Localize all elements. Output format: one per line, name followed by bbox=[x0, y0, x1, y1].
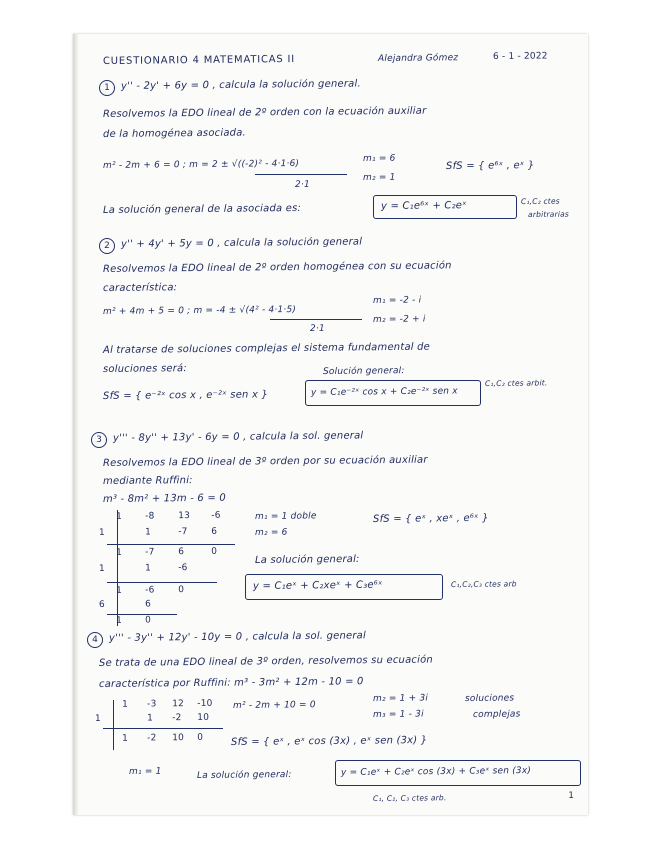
exercise-4-number: 4 bbox=[87, 632, 103, 648]
exercise-3-general-solution: y = C₁eˣ + C₂xeˣ + C₃e⁶ˣ bbox=[252, 579, 383, 592]
exercise-1-sfs: SfS = { e⁶ˣ , eˣ } bbox=[445, 160, 535, 172]
exercise-2-line-1: Resolvemos la EDO lineal de 2º orden homogénea con su ecuación bbox=[102, 260, 452, 275]
exercise-3-root-2: m₂ = 6 bbox=[254, 527, 288, 538]
ruffini-row: 1 -8 13 -6 bbox=[116, 510, 221, 522]
ruffini-horizontal-line bbox=[103, 728, 223, 729]
ruffini-row: 1 -2 10 0 bbox=[122, 732, 204, 744]
exercise-1-root-1: m₁ = 6 bbox=[362, 153, 396, 164]
exercise-2-root-1: m₁ = -2 - i bbox=[372, 295, 422, 306]
exercise-3-line-2: mediante Ruffini: bbox=[102, 475, 193, 487]
exercise-3-line-1: Resolvemos la EDO lineal de 3º orden por su ecuación auxiliar bbox=[102, 454, 428, 469]
exercise-1-root-2: m₂ = 1 bbox=[362, 172, 396, 183]
exercise-4-complex-note-2: complejas bbox=[472, 709, 521, 720]
exercise-4-general-solution: y = C₁eˣ + C₂eˣ cos (3x) + C₃eˣ sen (3x) bbox=[340, 766, 532, 778]
exercise-4-statement: y''' - 3y'' + 12y' - 10y = 0 , calcula la sol. general bbox=[108, 630, 367, 644]
exercise-3-root-1: m₁ = 1 doble bbox=[254, 511, 317, 522]
exercise-2-equation: m² + 4m + 5 = 0 ; m = -4 ± √(4² - 4·1·5) bbox=[102, 304, 297, 317]
ruffini-row: 1 1 -7 6 bbox=[98, 526, 218, 538]
exercise-2-denominator: 2·1 bbox=[309, 323, 325, 334]
exercise-3-general-label: La solución general: bbox=[254, 553, 360, 566]
exercise-2-general-solution: y = C₁e⁻²ˣ cos x + C₂e⁻²ˣ sen x bbox=[310, 386, 458, 398]
exercise-2-line-3: Al tratarse de soluciones complejas el sistema fundamental de bbox=[102, 341, 431, 356]
exercise-2-general-label: Solución general: bbox=[322, 366, 405, 377]
exercise-4-sfs: SfS = { eˣ , eˣ cos (3x) , eˣ sen (3x) } bbox=[230, 734, 428, 748]
exercise-3-statement: y''' - 8y'' + 13y' - 6y = 0 , calcula la sol. general bbox=[112, 430, 364, 444]
exercise-2-root-2: m₂ = -2 + i bbox=[372, 314, 426, 325]
page-title: CUESTIONARIO 4 MATEMATICAS II bbox=[102, 53, 296, 67]
fraction-bar bbox=[270, 319, 362, 320]
exercise-1-equation: m² - 2m + 6 = 0 ; m = 2 ± √((-2)² - 4·1·6) bbox=[102, 158, 300, 171]
exercise-1-constants-1: C₁,C₂ ctes bbox=[520, 196, 560, 206]
date: 6 - 1 - 2022 bbox=[492, 51, 548, 62]
ruffini-horizontal-line bbox=[107, 544, 235, 545]
exercise-2-sfs: SfS = { e⁻²ˣ cos x , e⁻²ˣ sen x } bbox=[102, 389, 269, 402]
page-shadow bbox=[73, 34, 79, 815]
exercise-4-line-1: Se trata de una EDO lineal de 3º orden, resolvemos su ecuación bbox=[98, 654, 433, 669]
exercise-4-quadratic: m² - 2m + 10 = 0 bbox=[232, 700, 316, 711]
exercise-4-root-1: m₁ = 1 bbox=[128, 766, 162, 777]
exercise-2-line-2: característica: bbox=[102, 282, 178, 294]
page-number: 1 bbox=[568, 791, 574, 801]
ruffini-row: 1 -7 6 0 bbox=[116, 546, 218, 558]
exercise-1-general-solution: y = C₁e⁶ˣ + C₂eˣ bbox=[380, 200, 467, 212]
exercise-1-general-label: La solución general de la asociada es: bbox=[102, 202, 302, 216]
exercise-4-constants: C₁, C₂, C₃ ctes arb. bbox=[372, 793, 447, 803]
exercise-1-denominator: 2·1 bbox=[294, 179, 310, 190]
exercise-4-line-2: característica por Ruffini: m³ - 3m² + 12m - 10 = 0 bbox=[98, 676, 364, 690]
ruffini-row: 1 1 -2 10 bbox=[94, 712, 210, 724]
ruffini-row: 1 1 -6 bbox=[98, 563, 188, 574]
fraction-bar bbox=[255, 174, 347, 175]
exercise-2-statement: y'' + 4y' + 5y = 0 , calcula la solución general bbox=[120, 236, 363, 250]
exercise-2-constants: C₁,C₂ ctes arbit. bbox=[484, 378, 548, 388]
ruffini-row: 1 -6 0 bbox=[116, 585, 185, 596]
exercise-1-number: 1 bbox=[99, 80, 115, 96]
exercise-1-line-1: Resolvemos la EDO lineal de 2º orden con la ecuación auxiliar bbox=[102, 105, 427, 120]
notebook-page bbox=[73, 34, 588, 815]
exercise-4-root-3: m₃ = 1 - 3i bbox=[372, 709, 424, 720]
ruffini-horizontal-line bbox=[107, 582, 217, 583]
exercise-2-number: 2 bbox=[99, 238, 115, 254]
exercise-4-general-label: La solución general: bbox=[196, 770, 292, 781]
exercise-3-constants: C₁,C₂,C₃ ctes arb bbox=[450, 579, 517, 589]
exercise-1-statement: y'' - 2y' + 6y = 0 , calcula la solución general. bbox=[120, 78, 361, 92]
exercise-4-complex-note-1: soluciones bbox=[464, 693, 515, 704]
exercise-1-line-2: de la homogénea asociada. bbox=[102, 127, 246, 140]
exercise-3-equation: m³ - 8m² + 13m - 6 = 0 bbox=[102, 492, 226, 505]
ruffini-row: 6 6 bbox=[98, 599, 152, 610]
exercise-3-number: 3 bbox=[91, 432, 107, 448]
exercise-2-line-4: soluciones será: bbox=[102, 363, 187, 375]
ruffini-row: 1 -3 12 -10 bbox=[122, 698, 213, 710]
ruffini-row: 1 0 bbox=[116, 615, 152, 626]
exercise-4-root-2: m₂ = 1 + 3i bbox=[372, 693, 429, 704]
author-name: Alejandra Gómez bbox=[377, 53, 459, 64]
exercise-3-sfs: SfS = { eˣ , xeˣ , e⁶ˣ } bbox=[372, 512, 489, 525]
exercise-1-constants-2: arbitrarias bbox=[527, 209, 570, 219]
